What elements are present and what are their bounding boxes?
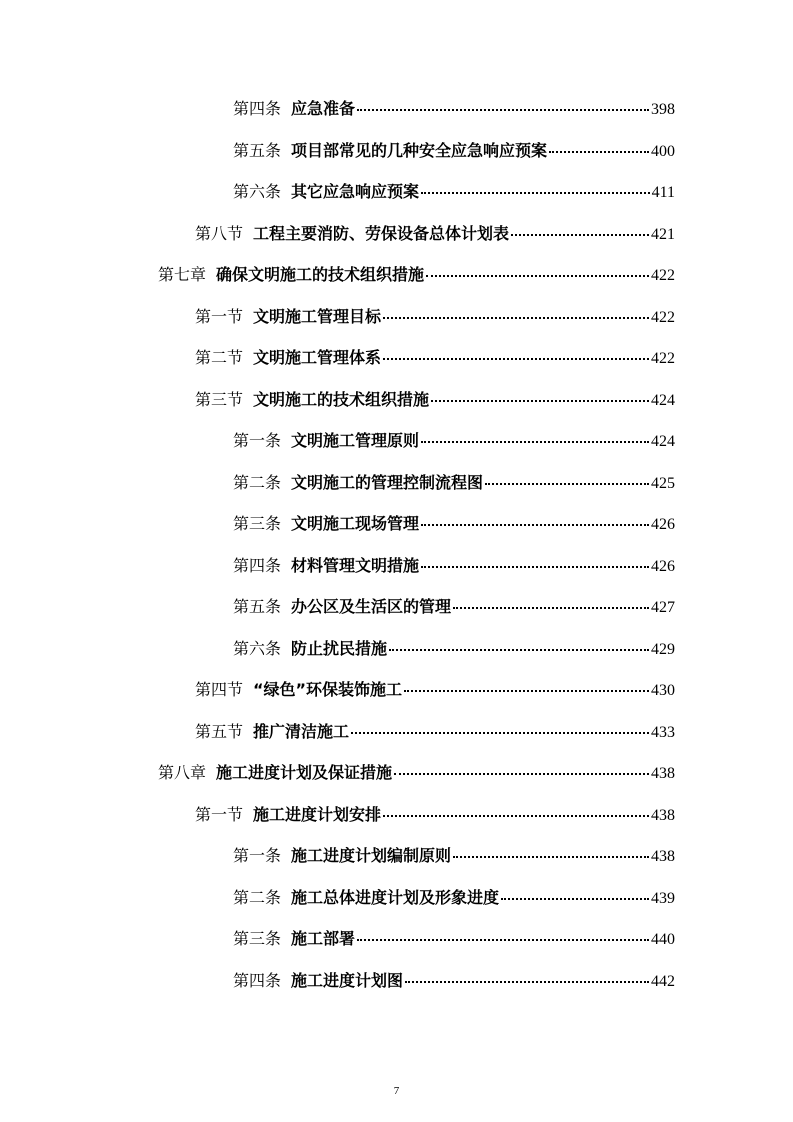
toc-entry-title: 施工总体进度计划及形象进度 — [291, 887, 500, 907]
toc-entry-title: 文明施工管理原则 — [291, 431, 420, 451]
toc-entry-title: 材料管理文明措施 — [291, 555, 420, 575]
toc-entry-content — [195, 682, 675, 699]
toc-entry-number: 第三条 — [233, 929, 282, 949]
toc-entry-number: 第二条 — [233, 472, 282, 492]
dot-leader — [501, 897, 649, 900]
toc-entry-content — [233, 848, 675, 865]
toc-entry[interactable] — [0, 712, 793, 754]
toc-entry[interactable] — [0, 89, 793, 131]
toc-entry-content — [195, 389, 675, 409]
toc-entry[interactable] — [0, 836, 793, 878]
toc-entry-content — [233, 101, 675, 118]
toc-entry-title: 办公区及生活区的管理 — [291, 597, 452, 617]
toc-entry-title: 施工进度计划图 — [291, 970, 404, 990]
dot-leader — [357, 108, 649, 111]
toc-entry[interactable] — [0, 172, 793, 214]
dot-leader — [511, 233, 649, 236]
toc-entry-title: 文明施工的技术组织措施 — [253, 389, 430, 409]
toc-entry-content — [195, 350, 675, 367]
toc-entry-content — [158, 765, 675, 782]
toc-entry[interactable] — [0, 297, 793, 339]
toc-entry-content — [195, 306, 675, 326]
dot-leader — [453, 855, 649, 858]
dot-leader — [421, 523, 649, 526]
toc-entry-title: 施工进度计划安排 — [253, 804, 382, 824]
toc-entry-page: 429 — [651, 640, 675, 658]
toc-entry-content — [233, 472, 675, 492]
toc-entry[interactable] — [0, 587, 793, 629]
toc-entry-content — [233, 599, 675, 616]
toc-entry[interactable] — [0, 131, 793, 173]
toc-entry-page: 439 — [651, 889, 675, 907]
toc-entry-page: 422 — [651, 267, 675, 285]
toc-entry-page: 398 — [651, 101, 675, 119]
dot-leader — [485, 482, 649, 485]
toc-entry-title: 确保文明施工的技术组织措施 — [216, 265, 425, 285]
toc-entry-title: 文明施工现场管理 — [291, 514, 420, 534]
toc-entry-title: 应急准备 — [291, 99, 356, 119]
toc-entry-content — [233, 516, 675, 533]
toc-entry-content — [158, 267, 675, 284]
toc-entry-page: 442 — [651, 972, 675, 990]
toc-entry-number: 第六条 — [233, 638, 282, 658]
toc-entry-page: 424 — [651, 391, 675, 409]
toc-entry-title: 文明施工管理体系 — [253, 348, 382, 368]
dot-leader — [383, 316, 649, 319]
toc-entry-number: 第五条 — [233, 140, 282, 160]
toc-entry-page: 425 — [651, 474, 675, 492]
dot-leader — [431, 399, 649, 402]
toc-entry-page: 430 — [651, 682, 675, 700]
toc-entry-number: 第八章 — [158, 763, 207, 783]
toc-entry-number: 第一条 — [233, 431, 282, 451]
toc-entry-number: 第一条 — [233, 846, 282, 866]
toc-entry-title: 文明施工的管理控制流程图 — [291, 472, 484, 492]
dot-leader — [389, 648, 649, 651]
toc-entry-title: 施工进度计划及保证措施 — [216, 763, 393, 783]
toc-entry[interactable] — [0, 380, 793, 422]
toc-entry-title: 文明施工管理目标 — [253, 306, 382, 326]
dot-leader — [421, 191, 650, 194]
toc-entry-number: 第二条 — [233, 887, 282, 907]
dot-leader — [394, 772, 649, 775]
toc-entry-page: 438 — [651, 848, 675, 866]
toc-entry-number: 第三节 — [195, 389, 244, 409]
dot-leader — [383, 814, 649, 817]
toc-entry-number: 第五节 — [195, 721, 244, 741]
toc-entry-content — [233, 140, 675, 160]
toc-entry-content — [233, 970, 675, 990]
toc-entry-title: “绿色”环保装饰施工 — [253, 680, 403, 700]
toc-entry-page: 433 — [651, 723, 675, 741]
toc-entry-page: 422 — [651, 350, 675, 368]
toc-entry[interactable] — [0, 878, 793, 920]
toc-entry-number: 第六条 — [233, 182, 282, 202]
toc-entry-content — [195, 804, 675, 824]
dot-leader — [405, 980, 649, 983]
dot-leader — [426, 274, 649, 277]
toc-entry-number: 第八节 — [195, 223, 244, 243]
dot-leader — [357, 938, 649, 941]
dot-leader — [549, 150, 649, 153]
toc-entry-content — [233, 184, 675, 201]
toc-entry[interactable] — [0, 629, 793, 671]
toc-entry[interactable] — [0, 795, 793, 837]
toc-entry-number: 第一节 — [195, 306, 244, 326]
dot-leader — [404, 689, 649, 692]
dot-leader — [453, 606, 649, 609]
table-of-contents — [0, 89, 793, 1002]
toc-entry[interactable] — [0, 919, 793, 961]
toc-entry-number: 第四条 — [233, 555, 282, 575]
toc-entry-page: 438 — [651, 765, 675, 783]
toc-entry-number: 第一节 — [195, 804, 244, 824]
toc-entry[interactable] — [0, 961, 793, 1003]
toc-entry-content — [233, 887, 675, 907]
toc-entry-number: 第四条 — [233, 970, 282, 990]
toc-entry[interactable] — [0, 670, 793, 712]
toc-entry-page: 440 — [651, 931, 675, 949]
toc-entry-page: 427 — [651, 599, 675, 617]
dot-leader — [421, 440, 649, 443]
toc-entry[interactable] — [0, 338, 793, 380]
page-number: 7 — [393, 1085, 400, 1097]
toc-entry[interactable] — [0, 504, 793, 546]
toc-entry-page: 438 — [651, 806, 675, 824]
toc-entry-page: 421 — [651, 225, 675, 243]
toc-entry-number: 第四节 — [195, 680, 244, 700]
dot-leader — [383, 357, 649, 360]
toc-entry[interactable] — [0, 214, 793, 256]
toc-entry-title: 推广清洁施工 — [253, 721, 350, 741]
toc-entry[interactable] — [0, 421, 793, 463]
toc-entry-title: 防止扰民措施 — [291, 638, 388, 658]
toc-entry-number: 第五条 — [233, 597, 282, 617]
dot-leader — [351, 731, 649, 734]
toc-entry-page: 400 — [651, 142, 675, 160]
toc-entry-number: 第四条 — [233, 99, 282, 119]
toc-entry[interactable] — [0, 463, 793, 505]
toc-entry-title: 施工进度计划编制原则 — [291, 846, 452, 866]
toc-entry-title: 项目部常见的几种安全应急响应预案 — [291, 140, 548, 160]
toc-entry-number: 第二节 — [195, 348, 244, 368]
toc-entry-page: 426 — [651, 557, 675, 575]
toc-entry-page: 424 — [651, 433, 675, 451]
toc-entry-title: 施工部署 — [291, 929, 356, 949]
toc-entry[interactable] — [0, 546, 793, 588]
toc-entry-number: 第七章 — [158, 265, 207, 285]
toc-entry-content — [233, 555, 675, 575]
toc-entry-content — [233, 931, 675, 948]
toc-entry-title: 其它应急响应预案 — [291, 182, 420, 202]
toc-entry-page: 411 — [651, 184, 675, 202]
toc-entry-page: 426 — [651, 516, 675, 534]
toc-entry[interactable] — [0, 753, 793, 795]
toc-entry-title: 工程主要消防、劳保设备总体计划表 — [253, 223, 510, 243]
toc-entry-content — [195, 223, 675, 243]
toc-entry[interactable] — [0, 255, 793, 297]
dot-leader — [421, 565, 649, 568]
toc-entry-number: 第三条 — [233, 514, 282, 534]
toc-entry-content — [195, 721, 675, 741]
toc-entry-content — [233, 638, 675, 658]
toc-entry-page: 422 — [651, 308, 675, 326]
toc-entry-content — [233, 433, 675, 450]
